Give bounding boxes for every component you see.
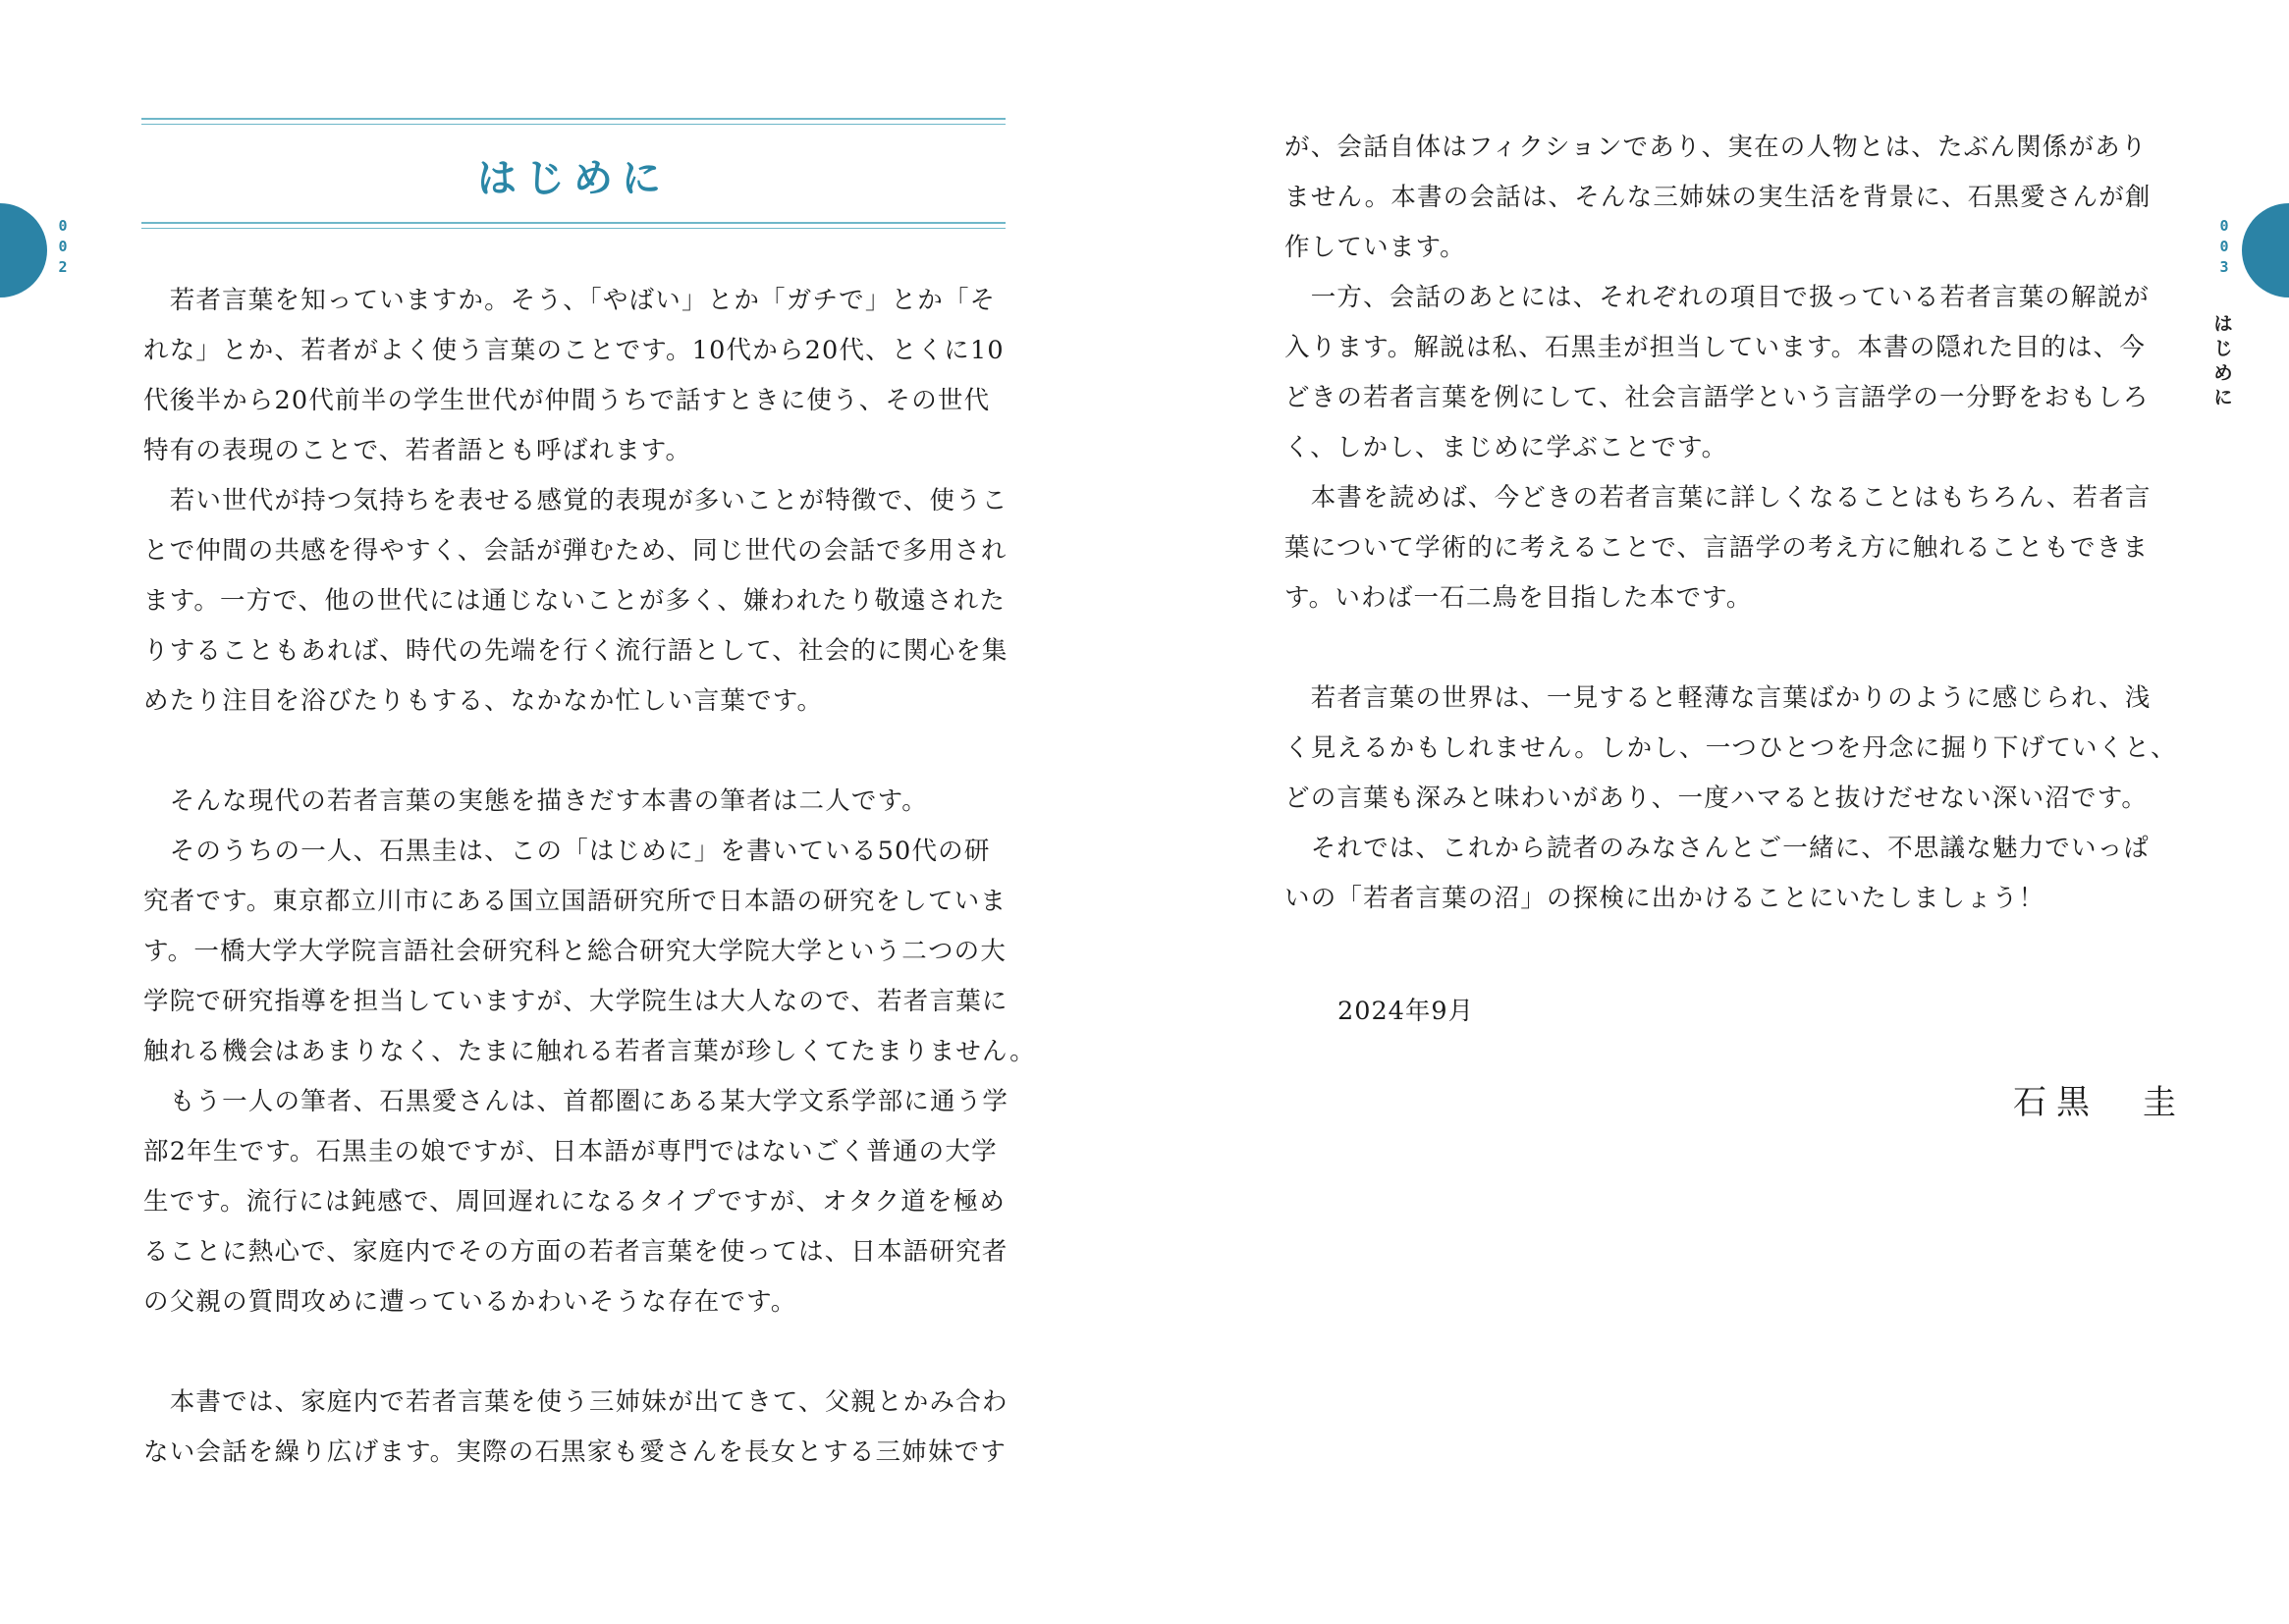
date: 2024年9月 [1337, 997, 1475, 1026]
text-line: 作しています。 [1284, 233, 1466, 262]
text-line: 入ります。解説は私、石黒圭が担当しています。本書の隠れた目的は、今 [1284, 333, 2147, 362]
text-line: ません。本書の会話は、そんな三姉妹の実生活を背景に、石黒愛さんが創 [1284, 183, 2152, 212]
chapter-side-label: は じ め に [2213, 313, 2233, 408]
text-line: 究者です。東京都立川市にある国立国語研究所で日本語の研究をしていま [143, 887, 1008, 916]
page-title: はじめに [477, 156, 670, 201]
right-page [1145, 0, 2289, 1624]
text-line: 生です。流行には鈍感で、周回遅れになるタイプですが、オタク道を極め [143, 1187, 1007, 1217]
text-line: 代後半から20代前半の学生世代が仲間うちで話すときに使う、その世代 [143, 386, 991, 415]
text-line: 若者言葉を知っていますか。そう、「やばい」とか「ガチで」とか「そ [143, 286, 997, 315]
text-line: めたり注目を浴びたりもする、なかなか忙しい言葉です。 [143, 686, 824, 716]
text-line: 葉について学術的に考えることで、言語学の考え方に触れることもできま [1284, 533, 2150, 563]
text-line: いの「若者言葉の沼」の探検に出かけることにいたしましょう！ [1284, 884, 2045, 913]
text-line: 特有の表現のことで、若者語とも呼ばれます。 [143, 436, 692, 465]
text-line: とで仲間の共感を得やすく、会話が弾むため、同じ世代の会話で多用され [143, 536, 1008, 566]
text-line: ない会話を繰り広げます。実際の石黒家も愛さんを長女とする三姉妹です [143, 1437, 1008, 1467]
text-line: 若い世代が持つ気持ちを表せる感覚的表現が多いことが特徴で、使うこ [143, 486, 1008, 515]
text-line: それでは、これから読者のみなさんとご一緒に、不思議な魅力でいっぱ [1284, 834, 2151, 863]
title-rule-top-2 [141, 124, 1006, 125]
text-line: どの言葉も深みと味わいがあり、一度ハマると抜けだせない深い沼です。 [1284, 784, 2149, 813]
text-line: 一方、会話のあとには、それぞれの項目で扱っている若者言葉の解説が [1284, 283, 2151, 312]
text-line: 若者言葉の世界は、一見すると軽薄な言葉ばかりのように感じられ、浅 [1284, 683, 2152, 713]
text-line: 部2年生です。石黒圭の娘ですが、日本語が専門ではないごく普通の大学 [143, 1137, 998, 1166]
text-line: 触れる機会はあまりなく、たまに触れる若者言葉が珍しくてたまりません。 [143, 1037, 1036, 1066]
paragraph-gap [1284, 623, 2177, 674]
text-line: く見えるかもしれません。しかし、一つひとつを丹念に掘り下げていくと、 [1284, 733, 2177, 763]
text-line: ることに熱心で、家庭内でその方面の若者言葉を使っては、日本語研究者 [143, 1237, 1008, 1267]
author-signature: 石黒 圭 [2013, 1083, 2186, 1122]
title-rule-bottom-2 [141, 228, 1006, 229]
paragraph-gap [143, 727, 1036, 777]
text-line: す。一橋大学大学院言語社会研究科と総合研究大学院大学という二つの大 [143, 937, 1008, 966]
text-line: く、しかし、まじめに学ぶことです。 [1284, 433, 1728, 462]
text-line: れな」とか、若者がよく使う言葉のことです。10代から20代、とくに10 [143, 336, 1005, 365]
text-line: そのうちの一人、石黒圭は、この「はじめに」を書いている50代の研 [143, 837, 991, 866]
text-line: 本書では、家庭内で若者言葉を使う三姉妹が出てきて、父親とかみ合わ [143, 1387, 1008, 1417]
left-page [0, 0, 1144, 1624]
paragraph-gap [143, 1327, 1036, 1378]
text-line: りすることもあれば、時代の先端を行く流行語として、社会的に関心を集 [143, 636, 1008, 666]
text-line: そんな現代の若者言葉の実態を描きだす本書の筆者は二人です。 [143, 786, 928, 816]
title-rule-top-1 [141, 118, 1006, 120]
right-page-number: 0 0 3 [2219, 217, 2229, 276]
text-line: もう一人の筆者、石黒愛さんは、首都圏にある某大学文系学部に通う学 [143, 1087, 1009, 1116]
text-line: 学院で研究指導を担当していますが、大学院生は大人なので、若者言葉に [143, 987, 1008, 1016]
text-line: 本書を読めば、今どきの若者言葉に詳しくなることはもちろん、若者言 [1284, 483, 2152, 513]
text-line: どきの若者言葉を例にして、社会言語学という言語学の一分野をおもしろ [1284, 383, 2150, 412]
right-body-text [1284, 123, 2177, 924]
left-body-text [143, 276, 1036, 1478]
text-line: の父親の質問攻めに遭っているかわいそうな存在です。 [143, 1287, 797, 1317]
left-page-number: 0 0 2 [58, 217, 68, 276]
text-line: が、会話自体はフィクションであり、実在の人物とは、たぶん関係があり [1284, 133, 2148, 162]
title-rule-bottom-1 [141, 222, 1006, 224]
text-line: す。いわば一石二鳥を目指した本です。 [1284, 583, 1753, 613]
left-page-tab [0, 203, 47, 298]
text-line: ます。一方で、他の世代には通じないことが多く、嫌われたり敬遠された [143, 586, 1007, 616]
